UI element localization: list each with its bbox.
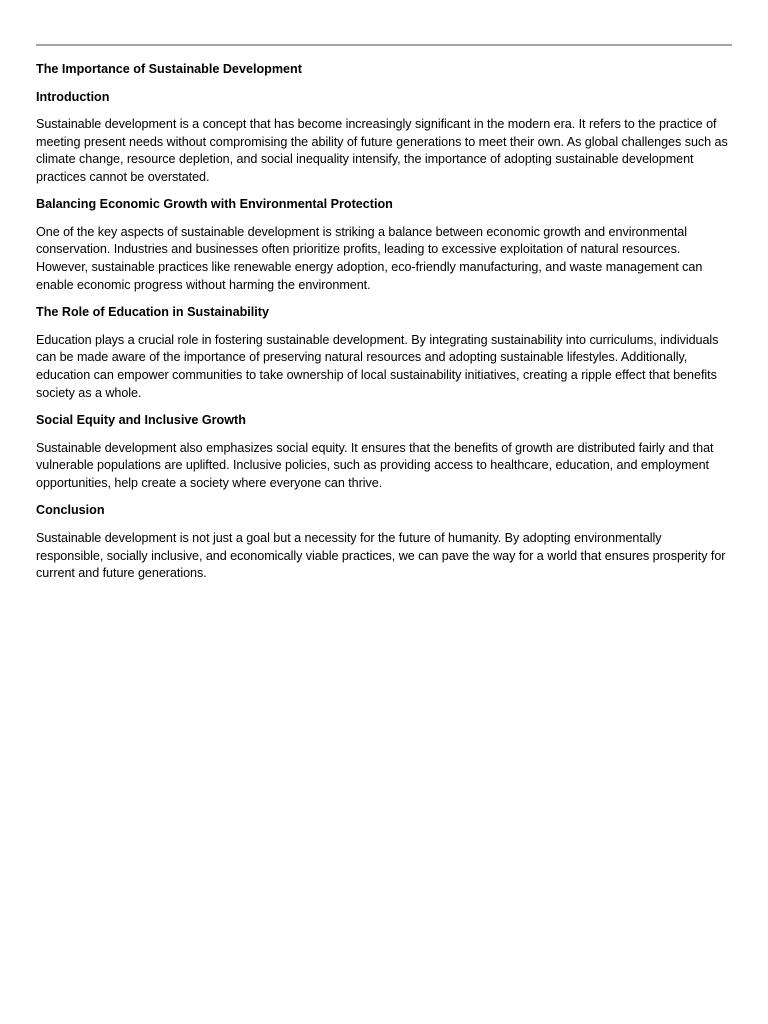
header-divider (36, 44, 732, 46)
section-heading: Conclusion (36, 503, 105, 518)
section-heading: Introduction (36, 89, 110, 104)
section-paragraph: Sustainable development is not just a goal but a necessity for the future of humanity. By adopting environmentally responsible, socially inclusive, and economically viable practices, we can pave the way for a world that ensures prosperity for current and future generations. (36, 530, 726, 581)
document-title: The Importance of Sustainable Development (36, 62, 302, 76)
section-education (36, 304, 732, 402)
section-conclusion (36, 502, 732, 582)
section-heading: Social Equity and Inclusive Growth (36, 413, 246, 428)
section-heading: The Role of Education in Sustainability (36, 305, 270, 320)
section-paragraph: One of the key aspects of sustainable development is striking a balance between economic growth and environmental conservation. Industries and businesses often prioritize profits, leading to excessive exploitation of natural resources. However, sustainable practices like renewable energy adoption, eco-friendly manufacturing, and waste management can enable economic progress without harming the environment. (36, 224, 703, 292)
document-body (36, 61, 732, 593)
section-economic-growth (36, 196, 732, 294)
section-paragraph: Sustainable development also emphasizes social equity. It ensures that the benefits of growth are distributed fairly and that vulnerable populations are uplifted. Inclusive policies, such as providing access to healthcare, education, and employment opportunities, help create a society where everyone can thrive. (36, 440, 714, 490)
section-social-equity (36, 412, 732, 492)
section-paragraph: Education plays a crucial role in fostering sustainable development. By integrating sustainability into curriculums, individuals can be made aware of the importance of preserving natural resources and adopting sustainable lifestyles. Additionally, education can empower communities to take ownership of local sustainability initiatives, creating a ripple effect that benefits society as a whole. (36, 332, 719, 400)
section-paragraph: Sustainable development is a concept that has become increasingly significant in the modern era. It refers to the practice of meeting present needs without compromising the ability of future generations to meet their own. As global challenges such as climate change, resource depletion, and social inequality intensify, the importance of adopting sustainable development practices cannot be overstated. (36, 117, 728, 184)
section-introduction (36, 89, 732, 187)
section-heading: Balancing Economic Growth with Environmental Protection (36, 197, 393, 212)
